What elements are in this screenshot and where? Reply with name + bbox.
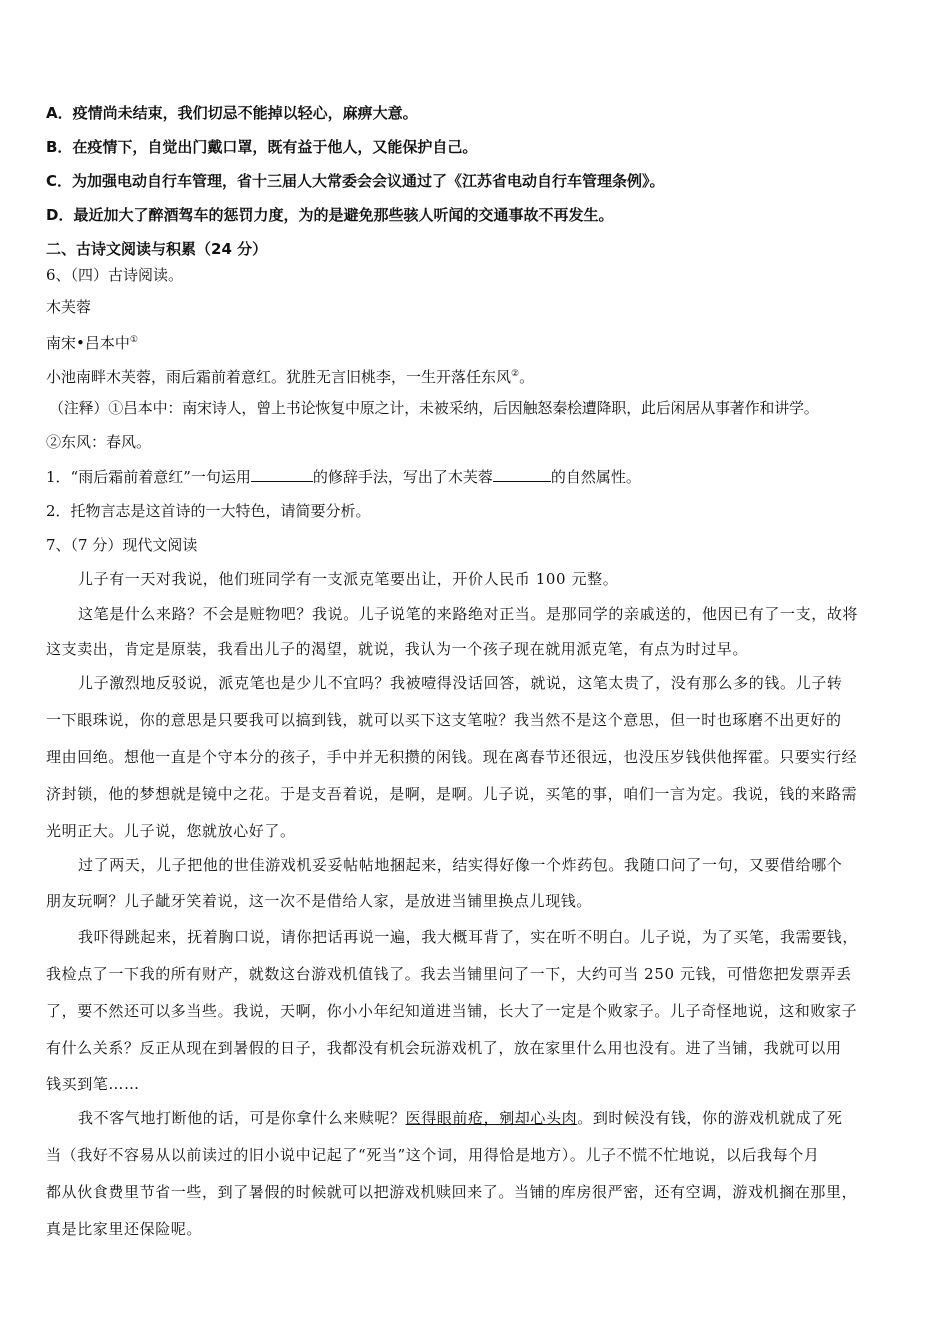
underlined-phrase: 医得眼前疮，剜却心头肉 bbox=[405, 1109, 578, 1127]
article-line: 朋友玩啊？儿子龇牙笑着说，这一次不是借给人家，是放进当铺里换点儿现钱。 bbox=[46, 892, 593, 910]
answer-blank-2[interactable] bbox=[493, 467, 551, 482]
option-c: C．为加强电动自行车管理，省十三届人大常委会会议通过了《江苏省电动自行车管理条例》。 bbox=[46, 172, 665, 190]
article-line: 我不客气地打断他的话，可是你拿什么来赎呢？医得眼前疮，剜却心头肉。到时候没有钱，你的游戏机就成了死 bbox=[78, 1109, 843, 1127]
article-line: 钱买到笔…… bbox=[46, 1075, 140, 1093]
article-line: 都从伙食费里节省一些，到了暑假的时候就可以把游戏机赎回来了。当铺的库房很严密，还有空调，游戏机搁在那里， bbox=[46, 1183, 858, 1201]
note-2: ②东风：春风。 bbox=[46, 433, 152, 451]
q7-header: 7、（7 分）现代文阅读 bbox=[46, 536, 198, 554]
note-1: （注释）①吕本中：南宋诗人，曾上书论恢复中原之计，未被采纳，后因触怒秦桧遭降职，此后闲居从事著作和讲学。 bbox=[49, 399, 819, 417]
q6-question-2: 2．托物言志是这首诗的一大特色，请简要分析。 bbox=[46, 502, 371, 520]
answer-blank-1[interactable] bbox=[251, 467, 313, 482]
option-d: D．最近加大了醉酒驾车的惩罚力度，为的是避免那些骇人听闻的交通事故不再发生。 bbox=[46, 206, 614, 224]
article-line: 理由回绝。想他一直是个守本分的孩子，手中并无积攒的闲钱。现在离春节还很远，也没压岁钱供他挥霍。只要实行经 bbox=[46, 748, 858, 766]
article-line: 儿子激烈地反驳说，派克笔也是少儿不宜吗？我被噎得没话回答，就说，这笔太贵了，没有那么多的钱。儿子转 bbox=[78, 674, 843, 692]
article-line: 光明正大。儿子说，您就放心好了。 bbox=[46, 822, 296, 840]
article-line: 我吓得跳起来，抚着胸口说，请你把话再说一遍，我大概耳背了，实在听不明白。儿子说，为了买笔，我需要钱， bbox=[78, 928, 859, 946]
q6-header: 6、（四）古诗阅读。 bbox=[46, 266, 184, 284]
article-line: 有什么关系？反正从现在到暑假的日子，我都没有机会玩游戏机了，放在家里什么用也没有。进了当铺，我就可以用 bbox=[46, 1039, 842, 1057]
poem-title: 木芙蓉 bbox=[46, 298, 92, 316]
poem-body: 小池南畔木芙蓉，雨后霜前着意红。犹胜无言旧桃李，一生开落任东风②。 bbox=[46, 368, 535, 386]
section-title: 二、古诗文阅读与积累（24 分） bbox=[46, 240, 268, 258]
article-line: 我检点了一下我的所有财产，就数这台游戏机值钱了。我去当铺里问了一下，大约可当 250 元钱，可惜您把发票弄丢 bbox=[46, 965, 852, 983]
option-b: B．在疫情下，自觉出门戴口罩，既有益于他人，又能保护自己。 bbox=[46, 138, 478, 156]
article-line: 这支卖出，肯定是原装，我看出儿子的渴望，就说，我认为一个孩子现在就用派克笔，有点为时过早。 bbox=[46, 640, 749, 658]
article-line: 一下眼珠说，你的意思是只要我可以搞到钱，就可以买下这支笔啦？我当然不是这个意思，但一时也琢磨不出更好的 bbox=[46, 711, 842, 729]
option-a: A．疫情尚未结束，我们切忌不能掉以轻心，麻痹大意。 bbox=[46, 104, 418, 122]
article-line: 这笔是什么来路？不会是赃物吧？我说。儿子说笔的来路绝对正当。是那同学的亲戚送的，他因已有了一支，故将 bbox=[78, 605, 859, 623]
article-line: 济封锁，他的梦想就是镜中之花。于是支吾着说，是啊，是啊。儿子说，买笔的事，咱们一言为定。我说，钱的来路需 bbox=[46, 785, 858, 803]
article-line: 当（我好不容易从以前读过的旧小说中记起了“死当”这个词，用得恰是地方）。儿子不慌不忙地说，以后我每个月 bbox=[46, 1146, 820, 1164]
poem-author: 南宋•吕本中① bbox=[46, 334, 138, 352]
q6-question-1: 1．“雨后霜前着意红”一句运用 的修辞手法，写出了木芙蓉 的自然属性。 bbox=[46, 468, 641, 486]
article-line: 了，要不然还可以多当些。我说，天啊，你小小年纪知道进当铺，长大了一定是个败家子。儿子奇怪地说，这和败家子 bbox=[46, 1002, 858, 1020]
article-line: 真是比家里还保险呢。 bbox=[46, 1220, 203, 1238]
article-line: 儿子有一天对我说，他们班同学有一支派克笔要出让，开价人民币 100 元整。 bbox=[78, 570, 619, 588]
article-line: 过了两天，儿子把他的世佳游戏机妥妥帖帖地捆起来，结实得好像一个炸药包。我随口问了一句，又要借给哪个 bbox=[78, 856, 843, 874]
